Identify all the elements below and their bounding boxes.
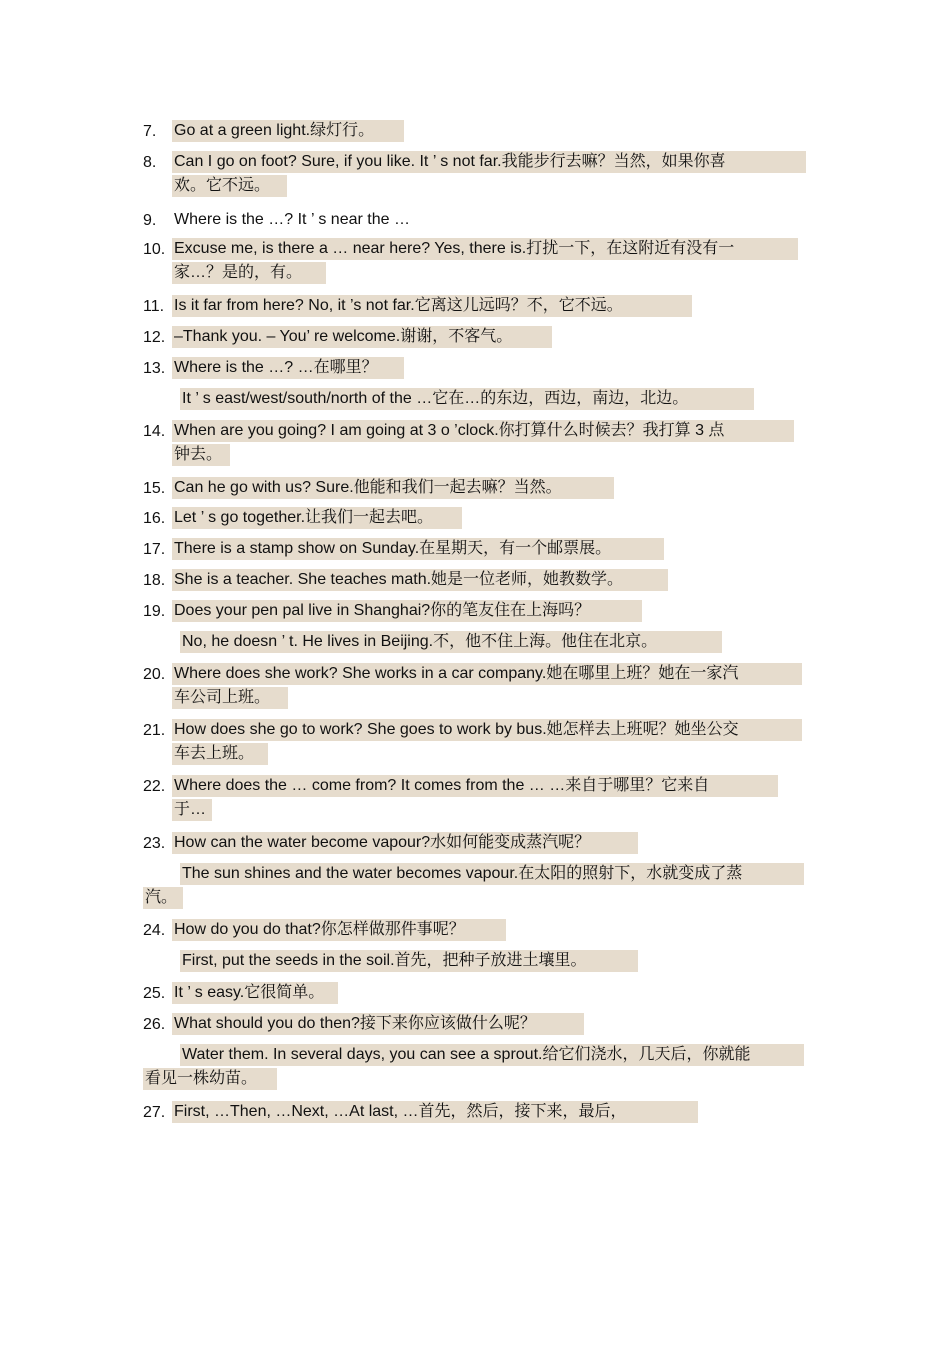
item-number: 23.: [143, 835, 166, 852]
sentence-line: –Thank you. – You’ re welcome.谢谢，不客气。: [172, 326, 552, 348]
sentence-line: First, …Then, …Next, …At last, …首先，然后，接下来，最后，: [172, 1101, 698, 1123]
sentence-line: Does your pen pal live in Shanghai?你的笔友住在上海吗？: [172, 600, 642, 622]
item-number: 26.: [143, 1016, 166, 1033]
item-number: 9.: [143, 212, 157, 229]
item-number: 25.: [143, 985, 166, 1002]
sentence-line: It ’ s east/west/south/north of the …它在…的东边，西边，南边，北边。: [180, 388, 754, 410]
sentence-line: No, he doesn ’ t. He lives in Beijing.不，他不住上海。他住在北京。: [180, 631, 722, 653]
item-number: 15.: [143, 480, 166, 497]
item-number: 24.: [143, 922, 166, 939]
sentence-line: Water them. In several days, you can see a sprout.给它们浇水，几天后，你就能: [180, 1044, 804, 1066]
item-number: 20.: [143, 666, 166, 683]
sentence-line: She is a teacher. She teaches math.她是一位老师，她教数学。: [172, 569, 668, 591]
sentence-line: Let ’ s go together.让我们一起去吧。: [172, 507, 462, 529]
item-number: 12.: [143, 329, 166, 346]
sentence-line: 汽。: [143, 887, 183, 909]
sentence-line: Go at a green light.绿灯行。: [172, 120, 404, 142]
sentence-line: When are you going? I am going at 3 o ’clock.你打算什么时候去？我打算 3 点: [172, 420, 794, 442]
item-number: 27.: [143, 1104, 166, 1121]
item-number: 14.: [143, 423, 166, 440]
item-number: 19.: [143, 603, 166, 620]
sentence-line: Is it far from here? No, it ’s not far.它离这儿远吗？不，它不远。: [172, 295, 692, 317]
sentence-line: Where is the …? …在哪里？: [172, 357, 404, 379]
sentence-line: 于…: [172, 799, 212, 821]
item-number: 22.: [143, 778, 166, 795]
sentence-line: 看见一株幼苗。: [143, 1068, 277, 1090]
sentence-line: The sun shines and the water becomes vapour.在太阳的照射下，水就变成了蒸: [180, 863, 804, 885]
sentence-line: How does she go to work? She goes to work by bus.她怎样去上班呢？她坐公交: [172, 719, 802, 741]
sentence-line: Where is the …? It ’ s near the …: [174, 211, 410, 228]
sentence-line: 钟去。: [172, 444, 230, 466]
item-number: 21.: [143, 722, 166, 739]
item-number: 16.: [143, 510, 166, 527]
sentence-line: 车去上班。: [172, 743, 268, 765]
item-number: 18.: [143, 572, 166, 589]
sentence-line: It ’ s easy.它很简单。: [172, 982, 338, 1004]
sentence-line: Can he go with us? Sure.他能和我们一起去嘛？当然。: [172, 477, 614, 499]
sentence-line: Where does the … come from? It comes from the … …来自于哪里？它来自: [172, 775, 778, 797]
sentence-line: What should you do then?接下来你应该做什么呢？: [172, 1013, 584, 1035]
sentence-line: There is a stamp show on Sunday.在星期天，有一个邮票展。: [172, 538, 664, 560]
sentence-line: 车公司上班。: [172, 687, 288, 709]
sentence-line: Can I go on foot? Sure, if you like. It ’ s not far.我能步行去嘛？当然，如果你喜: [172, 151, 806, 173]
sentence-line: First, put the seeds in the soil.首先，把种子放进土壤里。: [180, 950, 638, 972]
sentence-line: Where does she work? She works in a car company.她在哪里上班？她在一家汽: [172, 663, 802, 685]
sentence-line: 家…？是的，有。: [172, 262, 326, 284]
item-number: 7.: [143, 123, 157, 140]
item-number: 17.: [143, 541, 166, 558]
item-number: 13.: [143, 360, 166, 377]
item-number: 10.: [143, 241, 166, 258]
item-number: 11.: [143, 298, 165, 315]
item-number: 8.: [143, 154, 157, 171]
sentence-line: 欢。它不远。: [172, 175, 287, 197]
sentence-line: How do you do that?你怎样做那件事呢？: [172, 919, 506, 941]
sentence-line: Excuse me, is there a … near here? Yes, there is.打扰一下，在这附近有没有一: [172, 238, 798, 260]
sentence-line: How can the water become vapour?水如何能变成蒸汽呢？: [172, 832, 638, 854]
